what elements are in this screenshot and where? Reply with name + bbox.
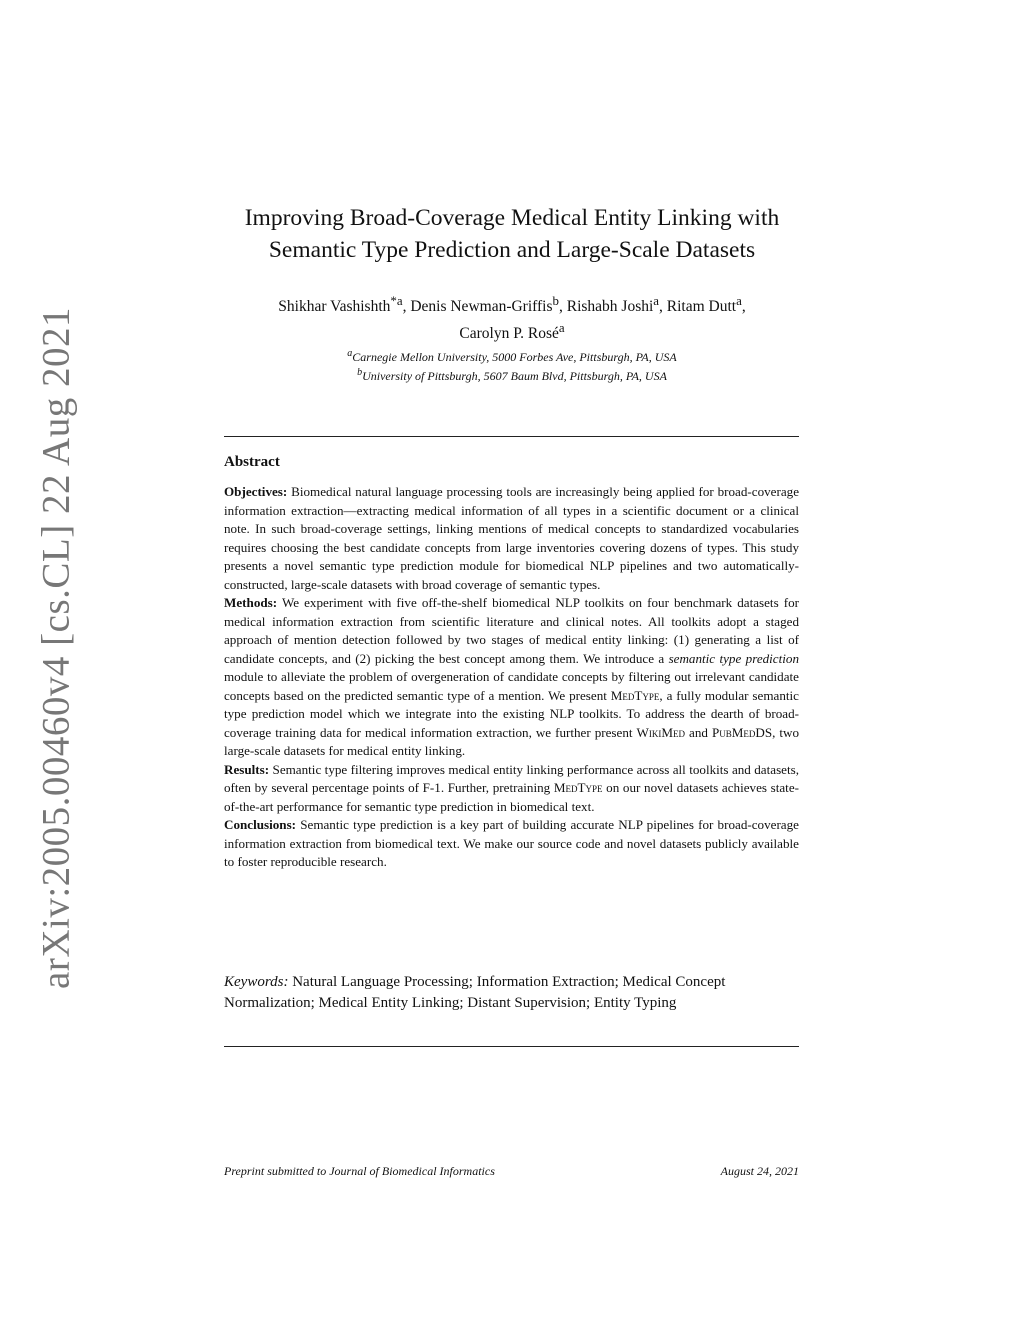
keywords-label: Keywords: (224, 974, 289, 990)
author-affil-sup: a (558, 320, 565, 336)
author-name: Denis Newman-Griffis (410, 298, 553, 316)
author-name: Ritam Dutt (666, 298, 737, 316)
abstract-body (224, 483, 799, 872)
keywords-text: Natural Language Processing; Information Extraction; Medical Concept Normalization; Medical Entity Linking; Distant Supervision; Entity Typing (224, 974, 726, 1011)
objectives-paragraph (224, 483, 799, 594)
medtype-name: MedType (610, 687, 660, 703)
affiliation-text: University of Pittsburgh, 5607 Baum Blvd, Pittsburgh, PA, USA (362, 369, 667, 383)
results-paragraph (224, 761, 799, 817)
conclusions-label: Conclusions: (224, 817, 297, 832)
abstract-top-rule (224, 436, 799, 437)
wikimed-name: WikiMed (636, 724, 686, 740)
title-line-1: Improving Broad-Coverage Medical Entity Linking with (244, 205, 780, 231)
abstract-heading: Abstract (224, 454, 280, 470)
methods-italic-term: semantic type prediction (668, 650, 799, 666)
medtype-name: MedType (553, 780, 603, 795)
author-affil-sup: a (736, 293, 742, 308)
author-affil-sup: b (552, 293, 559, 308)
methods-paragraph (224, 594, 799, 761)
affiliations (200, 346, 824, 384)
author-affil-sup: a (653, 293, 660, 308)
conclusions-paragraph (224, 816, 799, 872)
author-name: Carolyn P. Rosé (459, 325, 559, 343)
results-text: Semantic type filtering improves medical entity linking performance across all toolkits and datasets, often by several percentage points of F-1. Further, pretraining (224, 761, 799, 795)
results-text: on our novel datasets achieves state-of-the-art performance for semantic type prediction in biomedical text. (224, 780, 799, 814)
author-affil-sup: *a (390, 293, 403, 308)
and-word: and (689, 724, 708, 740)
affiliation-text: Carnegie Mellon University, 5000 Forbes Ave, Pittsburgh, PA, USA (352, 350, 677, 364)
affiliation-a (200, 346, 824, 365)
methods-text: , a fully modular semantic type prediction model which we integrate into the existing NLP toolkits. To address the dearth of broad-coverage training data for medical information extraction, we further present (224, 687, 799, 740)
affiliation-sup: a (347, 348, 353, 359)
author-name: Shikhar Vashishth (278, 298, 391, 316)
methods-text: We experiment with five off-the-shelf biomedical NLP toolkits on four benchmark datasets for medical information extraction from scientific literature and clinical notes. All toolkits adopt a staged approach of mention detection followed by two stages of medical entity linking: (1) generating a list of candidate concepts, and (2) picking the best concept among them. We introduce a (224, 595, 799, 666)
conclusions-text: Semantic type prediction is a key part of building accurate NLP pipelines for broad-coverage information extraction from biomedical text. We make our source code and novel datasets publicly available to foster reproducible research. (224, 817, 799, 869)
paper-title (180, 202, 844, 266)
author-line-2 (200, 317, 824, 344)
objectives-label: Objectives: (224, 484, 288, 499)
title-line-2: Semantic Type Prediction and Large-Scale Datasets (268, 237, 756, 263)
methods-text: module to alleviate the problem of overgeneration of candidate concepts by filtering out irrelevant candidate concepts based on the predicted semantic type of a mention. We present (224, 669, 799, 703)
pubmedds-name: PubMedDS (711, 724, 773, 740)
author-list (200, 290, 824, 344)
abstract-bottom-rule (224, 1046, 799, 1047)
results-label: Results: (224, 761, 270, 777)
affiliation-b (200, 365, 824, 384)
objectives-text: Biomedical natural language processing tools are increasingly being applied for broad-coverage information extraction—extracting medical information of all types in a scientific document or a clinical note. In such broad-coverage settings, linking mentions of medical concepts to standardized vocabularies requires choosing the best candidate concepts from large inventories covering dozens of types. This study presents a novel semantic type prediction module for biomedical NLP pipelines and two automatically-constructed, large-scale datasets with broad coverage of semantic types. (224, 484, 800, 592)
keywords (224, 972, 799, 1013)
methods-text: , two large-scale datasets for medical entity linking. (224, 724, 800, 758)
methods-label: Methods: (224, 595, 278, 610)
author-line-1: Shikhar Vashishth$^{*a}$, Denis Newman-Griffis$^b$, Rishabh Joshi$^a$, Ritam Dutt$^a$, (278, 293, 746, 316)
footer-date: August 24, 2021 (720, 1164, 799, 1178)
arxiv-stamp-text: arXiv:2005.00460v4 [cs.CL] 22 Aug 2021 (34, 307, 78, 989)
affiliation-sup: b (357, 367, 363, 378)
footer-submission-note: Preprint submitted to Journal of Biomedical Informatics (224, 1164, 495, 1178)
author-name: Rishabh Joshi (566, 298, 654, 316)
